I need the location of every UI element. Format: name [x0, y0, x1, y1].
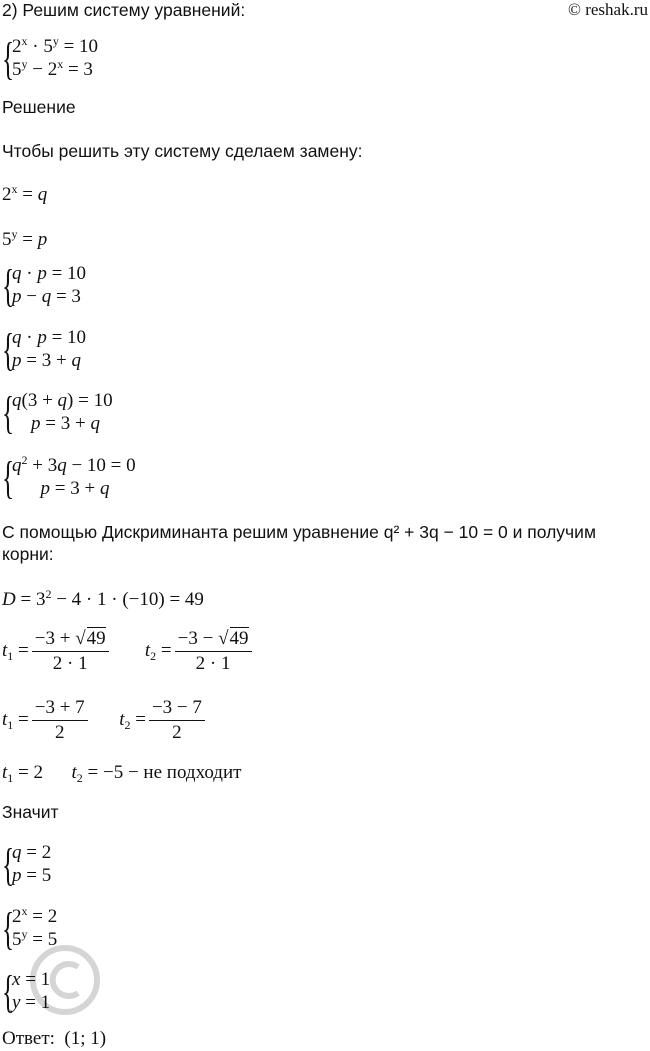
square-root: √49 — [218, 628, 249, 649]
math-variable: q — [12, 263, 22, 284]
math-variable: q — [12, 455, 22, 476]
math-text: = — [156, 639, 172, 661]
subscript: 1 — [7, 717, 14, 732]
superscript: 2 — [21, 453, 28, 467]
math-text: = 5 — [21, 865, 52, 886]
math-variable: q — [37, 184, 48, 205]
denominator — [172, 721, 182, 744]
equation — [2, 589, 204, 611]
task-title: 2) Решим систему уравнений: — [2, 0, 246, 20]
math-text: 5 — [12, 929, 22, 950]
subscript: 1 — [7, 771, 14, 785]
numerator — [149, 697, 205, 721]
math-text: = 3 — [15, 589, 46, 610]
math-text: = −5 − не подходит — [82, 762, 242, 783]
math-variable: p — [37, 263, 47, 284]
brace-icon: { — [2, 260, 15, 311]
text-line: Значит — [2, 802, 59, 822]
math-variable: p — [37, 327, 47, 348]
math-text: − 4 · 1 · (−10) = 49 — [51, 589, 204, 610]
numerator — [32, 697, 88, 721]
math-variable: x — [12, 969, 21, 990]
math-variable: p — [12, 286, 22, 307]
brace-icon: { — [2, 387, 15, 438]
equation — [2, 1028, 106, 1050]
math-variable: y — [12, 992, 21, 1013]
math-variable: q — [12, 390, 22, 411]
math-text: − 2 — [27, 59, 58, 80]
system-equation — [12, 59, 93, 81]
superscript: y — [52, 34, 59, 48]
math-text: · — [21, 263, 38, 284]
math-variable: t — [2, 708, 8, 730]
math-variable: q — [12, 327, 22, 348]
math-variable: t — [144, 639, 151, 661]
math-text: = — [13, 639, 29, 661]
math-text: = 2 — [21, 842, 52, 863]
math-variable: t — [119, 708, 125, 730]
square-root: √49 — [75, 628, 106, 649]
system-equation — [12, 992, 50, 1014]
brace-icon: { — [2, 903, 15, 954]
system-equation — [12, 327, 86, 349]
math-text: 2 — [2, 184, 12, 205]
math-variable: D — [2, 589, 16, 610]
brace-icon: { — [2, 966, 15, 1017]
math-text — [12, 413, 31, 434]
math-text — [12, 478, 41, 499]
math-text: 2 · 1 — [195, 653, 231, 674]
math-text: 2 — [12, 36, 22, 57]
system-equation — [12, 286, 81, 308]
system-equation — [12, 263, 86, 285]
math-variable: q — [90, 413, 100, 434]
math-text: = 2 — [27, 906, 58, 927]
text-line: Решение — [2, 97, 76, 117]
system-equation — [12, 455, 136, 477]
system-equation — [12, 350, 81, 372]
math-text: Ответ: (1; 1) — [2, 1028, 107, 1049]
denominator — [53, 652, 88, 675]
math-text: = — [17, 229, 38, 250]
system-equation — [12, 390, 113, 412]
fraction — [32, 628, 109, 675]
math-text: = 1 — [20, 992, 51, 1013]
radicand: 49 — [229, 628, 249, 649]
superscript: y — [21, 927, 28, 941]
system-equation — [12, 36, 98, 58]
copyright-label: © reshak.ru — [568, 0, 648, 19]
math-text — [112, 640, 145, 661]
math-text: + 3 — [27, 455, 58, 476]
superscript: x — [11, 182, 18, 196]
math-text: = 3 — [63, 59, 93, 80]
math-text: 2 · 1 — [52, 653, 88, 674]
math-text: = 10 — [46, 263, 87, 284]
math-text: −3 − — [177, 628, 219, 649]
equation — [2, 697, 208, 744]
text-line: корни: — [2, 544, 54, 564]
equation — [2, 229, 47, 251]
math-variable: p — [12, 350, 22, 371]
superscript: y — [21, 57, 28, 71]
subscript: 2 — [76, 771, 83, 785]
math-text: 2 — [54, 722, 65, 743]
math-variable: p — [12, 865, 22, 886]
math-text: 2 — [12, 906, 22, 927]
math-text: = 5 — [27, 929, 58, 950]
system-equation — [12, 478, 109, 500]
math-text: · 5 — [27, 36, 53, 57]
math-text: = 3 + — [21, 350, 72, 371]
superscript: x — [57, 57, 64, 71]
math-variable: t — [71, 762, 77, 783]
math-text: −3 + 7 — [34, 697, 85, 718]
text-line: Чтобы решить эту систему сделаем замену: — [2, 141, 363, 161]
fraction — [175, 628, 252, 675]
math-text: = 3 + — [40, 413, 91, 434]
denominator — [196, 652, 231, 675]
fraction — [32, 697, 88, 744]
math-text: = 10 — [46, 327, 87, 348]
subscript: 1 — [7, 648, 14, 663]
math-variable: p — [31, 413, 41, 434]
math-text: − 10 = 0 — [66, 455, 136, 476]
system-equation — [12, 906, 57, 928]
radicand: 49 — [86, 628, 106, 649]
math-text: = 10 — [58, 36, 99, 57]
math-text: 5 — [2, 229, 12, 250]
equation — [2, 628, 255, 675]
subscript: 2 — [124, 717, 131, 732]
math-text: ) = 10 — [67, 390, 113, 411]
superscript: 2 — [45, 587, 52, 601]
system-equation — [12, 865, 51, 887]
math-variable: p — [40, 478, 50, 499]
math-text: (3 + — [21, 390, 58, 411]
brace-icon: { — [2, 839, 15, 890]
math-text: = 3 + — [50, 478, 100, 499]
system-equation — [12, 969, 50, 991]
math-text: 2 — [172, 722, 182, 743]
math-variable: p — [37, 229, 48, 250]
superscript: y — [11, 227, 18, 241]
system-equation — [12, 842, 51, 864]
math-variable: q — [41, 286, 52, 307]
math-text: −3 − 7 — [151, 697, 202, 718]
math-variable: q — [99, 478, 110, 499]
equation — [2, 762, 241, 784]
math-variable: t — [2, 639, 8, 661]
numerator — [32, 628, 109, 652]
math-text: = 2 — [13, 762, 72, 783]
math-text: = — [130, 708, 146, 730]
equation — [2, 184, 47, 206]
brace-icon: { — [2, 452, 15, 503]
math-text: = 3 — [51, 286, 81, 307]
math-text — [91, 709, 120, 730]
superscript: x — [21, 34, 28, 48]
system-equation — [12, 929, 57, 951]
math-variable: q — [71, 350, 81, 371]
brace-icon: { — [2, 324, 15, 375]
text-line: С помощью Дискриминанта решим уравнение q² + 3q − 10 = 0 и получим — [2, 522, 596, 542]
math-text: − — [21, 286, 42, 307]
math-variable: q — [57, 390, 68, 411]
math-text: 5 — [12, 59, 22, 80]
superscript: x — [21, 904, 28, 918]
math-text: = — [13, 708, 29, 730]
math-text: · — [21, 327, 38, 348]
numerator — [175, 628, 252, 652]
math-text: = — [17, 184, 38, 205]
math-variable: t — [2, 762, 8, 783]
math-text: = 1 — [20, 969, 51, 990]
brace-icon: { — [2, 33, 15, 84]
fraction — [149, 697, 205, 744]
system-equation — [12, 413, 100, 435]
math-variable: q — [12, 842, 22, 863]
subscript: 2 — [150, 648, 157, 663]
math-text: −3 + — [34, 628, 76, 649]
math-variable: q — [57, 455, 67, 476]
denominator — [55, 721, 65, 744]
